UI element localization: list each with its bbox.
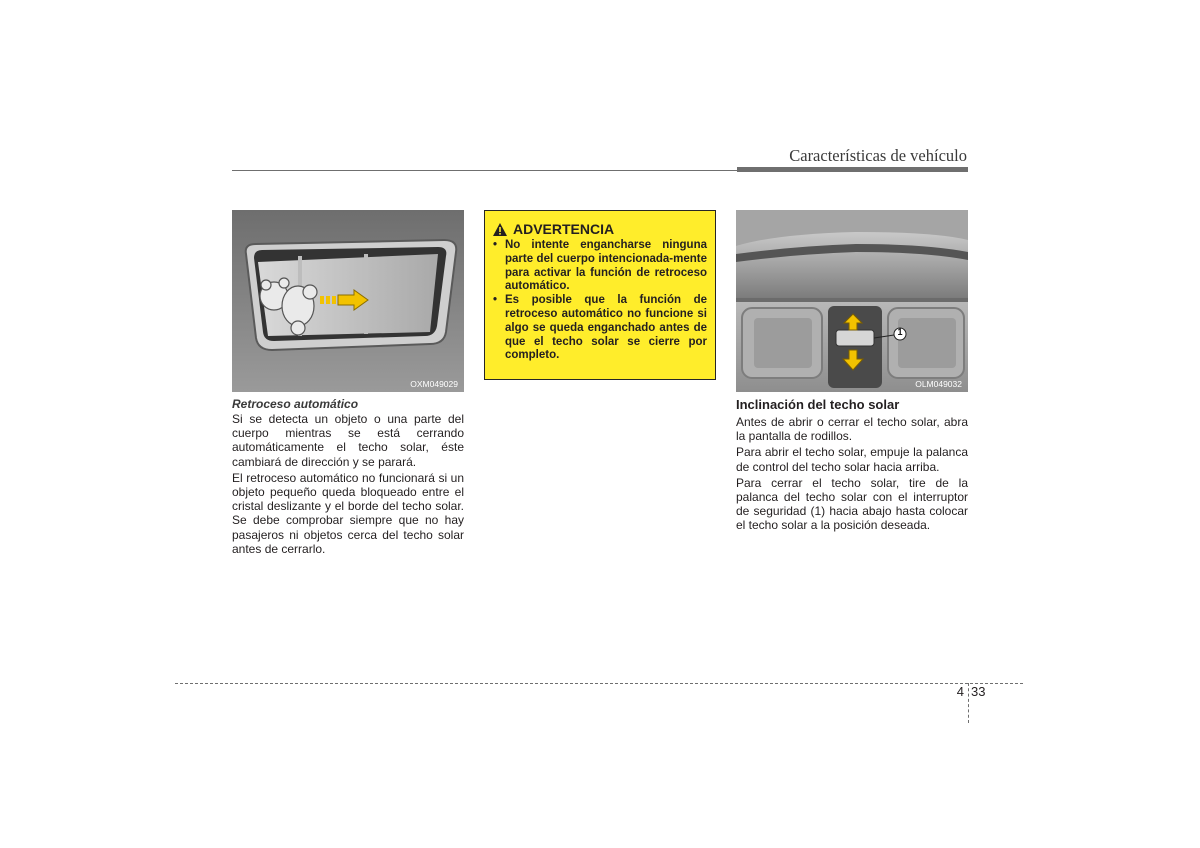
page-header-title: Características de vehículo [789, 146, 967, 165]
overhead-console-illustration [736, 210, 968, 392]
warning-box [484, 210, 716, 380]
sunroof-illustration [232, 210, 464, 392]
right-body [736, 415, 968, 533]
right-column [736, 397, 968, 535]
section-subhead: Inclinación del techo solar [736, 397, 900, 412]
footer-divider [968, 683, 969, 723]
paragraph: Para abrir el techo solar, empuje la palanca de control del techo solar hacia arriba. [736, 445, 968, 474]
left-body [232, 412, 464, 556]
paragraph: Para cerrar el techo solar, tire de la palanca del techo solar con el interruptor de seguridad (1) hacia abajo hasta colocar el techo solar a la posición deseada. [736, 475, 968, 533]
header-rule [232, 170, 737, 171]
warning-title-text: ADVERTENCIA [513, 221, 615, 237]
sunroof-auto-reverse-figure [232, 210, 464, 392]
paragraph: Antes de abrir o cerrar el techo solar, abra la pantalla de rodillos. [736, 415, 968, 444]
page-number: 33 [971, 684, 986, 699]
header-rule-accent [737, 167, 968, 172]
section-subhead: Retroceso automático [232, 397, 359, 411]
chapter-number: 4 [956, 684, 964, 699]
figure-code: OLM049032 [915, 379, 962, 389]
callout-number: 1 [897, 327, 903, 337]
warning-triangle-icon [493, 223, 507, 236]
warning-list [493, 239, 707, 363]
warning-title [493, 221, 707, 237]
sunroof-tilt-switch-figure [736, 210, 968, 392]
left-column [232, 397, 464, 558]
warning-item: • No intente engancharse ninguna parte del cuerpo intencionada-mente para activar la función de retroceso automático. [493, 239, 707, 294]
warning-item: • Es posible que la función de retroceso automático no funcione si algo se queda enganchado antes de que el techo solar se cierre por completo. [493, 294, 707, 363]
paragraph: El retroceso automático no funcionará si un objeto pequeño queda bloqueado entre el cristal deslizante y el borde del techo solar. Se debe comprobar siempre que no hay pasajeros ni objetos cerca del techo solar antes de cerrarlo. [232, 470, 464, 556]
figure-code: OXM049029 [410, 379, 458, 389]
footer-rule [175, 683, 1023, 684]
paragraph: Si se detecta un objeto o una parte del cuerpo mientras se está cerrando automáticamente el techo solar, éste cambiará de dirección y se parará. [232, 412, 464, 469]
